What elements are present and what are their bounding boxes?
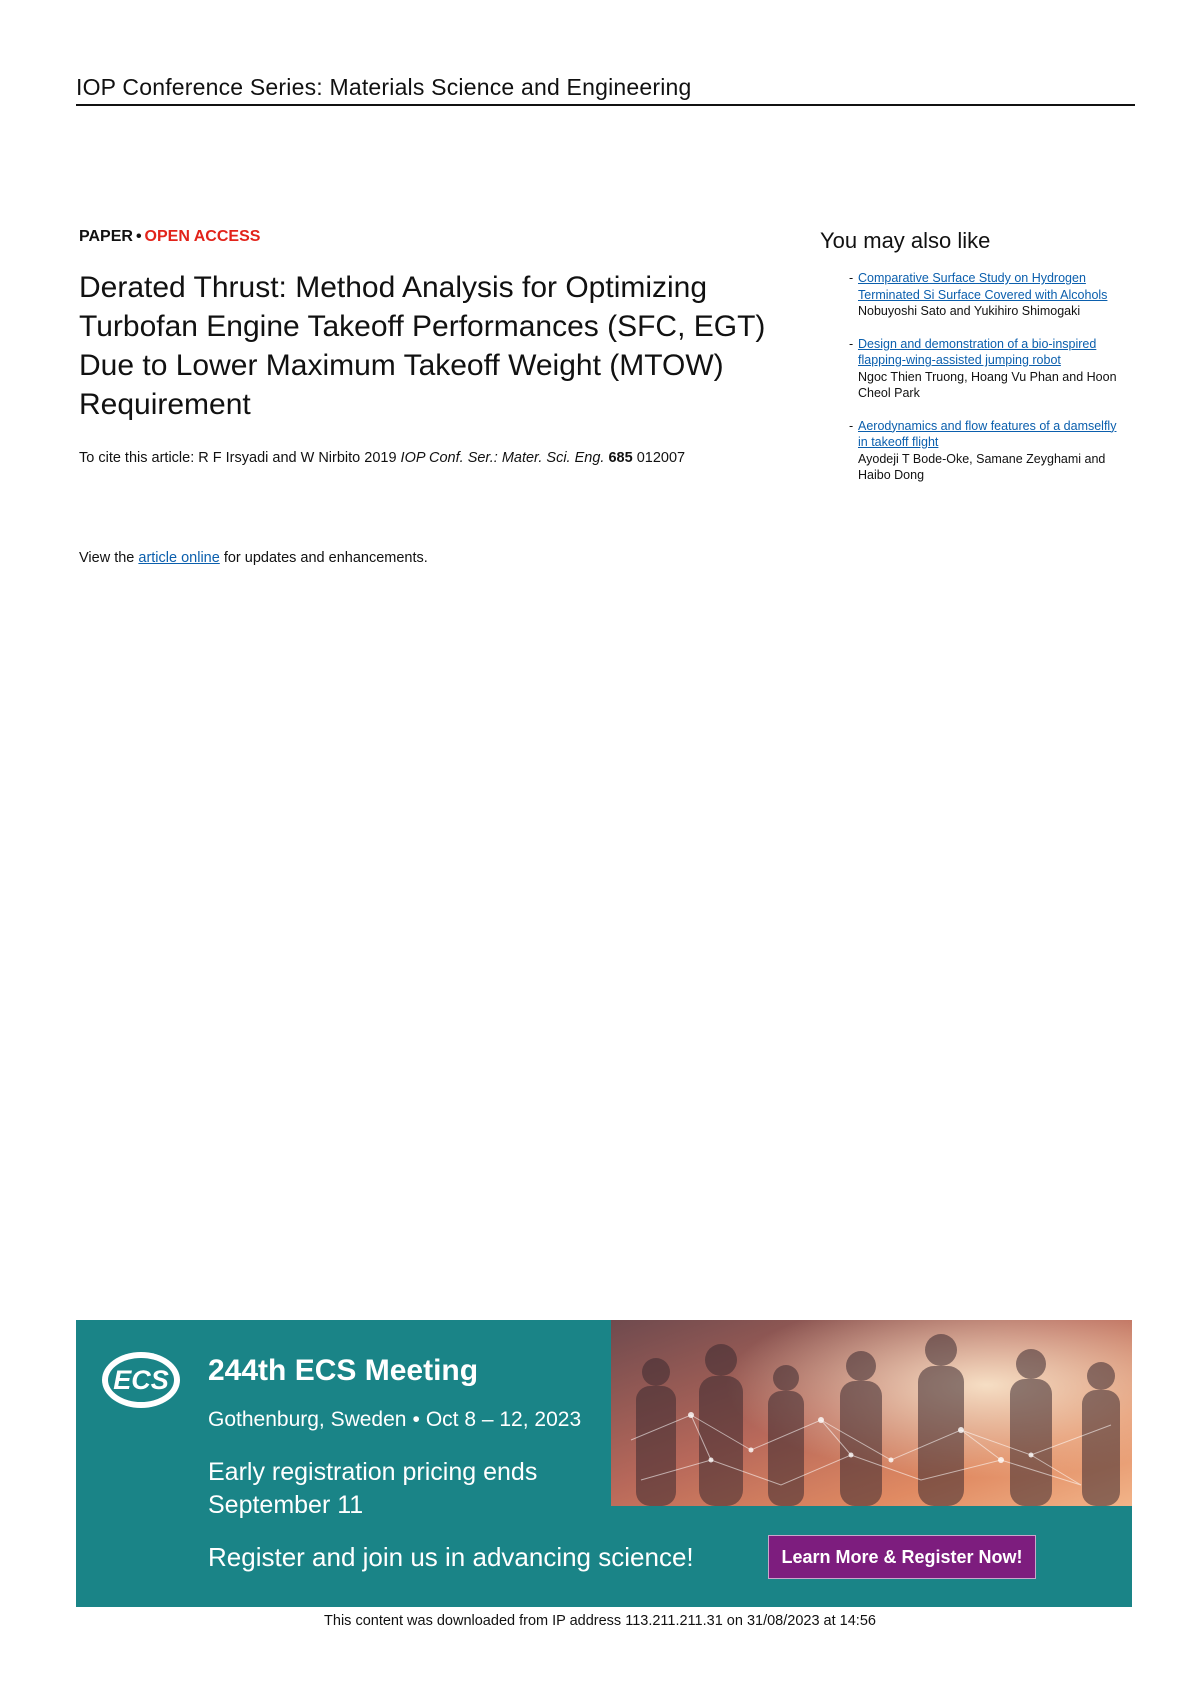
ad-bullet: • (412, 1408, 420, 1431)
learn-more-register-button[interactable]: Learn More & Register Now! (768, 1535, 1036, 1579)
related-item-link[interactable]: Comparative Surface Study on Hydrogen Terminated Si Surface Covered with Alcohols (858, 271, 1108, 302)
cite-journal: IOP Conf. Ser.: Mater. Sci. Eng. (400, 450, 605, 466)
ad-location-dates (208, 1408, 581, 1432)
ad-title: 244th ECS Meeting (208, 1354, 479, 1387)
ad-location: Gothenburg, Sweden (208, 1408, 407, 1431)
ecs-meeting-ad-banner[interactable] (76, 1320, 1132, 1605)
related-item-authors: Ngoc Thien Truong, Hoang Vu Phan and Hoon Cheol Park (858, 369, 1117, 400)
list-dash: - (849, 271, 854, 285)
article-main (79, 228, 779, 466)
paper-label: PAPER (79, 228, 133, 245)
related-item (820, 270, 1120, 320)
sidebar-heading: You may also like (820, 228, 991, 253)
list-dash: - (849, 418, 854, 433)
article-title: Derated Thrust: Method Analysis for Optimizing Turbofan Engine Takeoff Performances (SFC, EGT) Due to Lower Maximum Takeoff Weight (MTOW) Requirement (79, 271, 766, 421)
cite-article-number: 012007 (636, 450, 686, 466)
ad-register-text: Register and join us in advancing science! (208, 1542, 694, 1572)
view-online-after: for updates and enhancements. (223, 550, 428, 566)
view-online-line (79, 550, 428, 566)
cite-prefix: To cite this article: R F Irsyadi and W Nirbito 2019 (79, 450, 397, 466)
related-item (820, 336, 1120, 402)
article-online-link[interactable]: article online (138, 550, 220, 566)
related-item-authors: Nobuyoshi Sato and Yukihiro Shimogaki (858, 304, 1081, 318)
ad-bottom-rule (76, 1605, 1132, 1607)
view-online-before: View the (79, 550, 135, 566)
related-item-authors: Ayodeji T Bode-Oke, Samane Zeyghami and Haibo Dong (858, 451, 1106, 482)
ecs-logo-icon (100, 1350, 182, 1410)
ad-dates: Oct 8 – 12, 2023 (425, 1408, 582, 1431)
related-item-link[interactable]: Aerodynamics and flow features of a damselfly in takeoff flight (858, 418, 1117, 449)
download-note: This content was downloaded from IP address 113.211.211.31 on 31/08/2023 at 14:56 (324, 1613, 876, 1629)
journal-title: IOP Conference Series: Materials Science and Engineering (76, 74, 692, 100)
related-item (820, 418, 1120, 484)
ad-pricing: Early registration pricing ends September 11 (208, 1458, 538, 1519)
journal-header (76, 74, 1135, 106)
open-access-label[interactable]: OPEN ACCESS (144, 228, 261, 245)
cite-volume: 685 (608, 450, 633, 466)
svg-text:ECS: ECS (113, 1365, 169, 1395)
type-separator: • (135, 228, 142, 245)
article-type-line (79, 228, 779, 246)
list-dash: - (849, 336, 854, 351)
citation (79, 450, 779, 466)
related-item-link[interactable]: Design and demonstration of a bio-inspired flapping-wing-assisted jumping robot (858, 336, 1097, 367)
related-articles-sidebar (820, 228, 1120, 500)
business-people-photo (611, 1320, 1132, 1506)
